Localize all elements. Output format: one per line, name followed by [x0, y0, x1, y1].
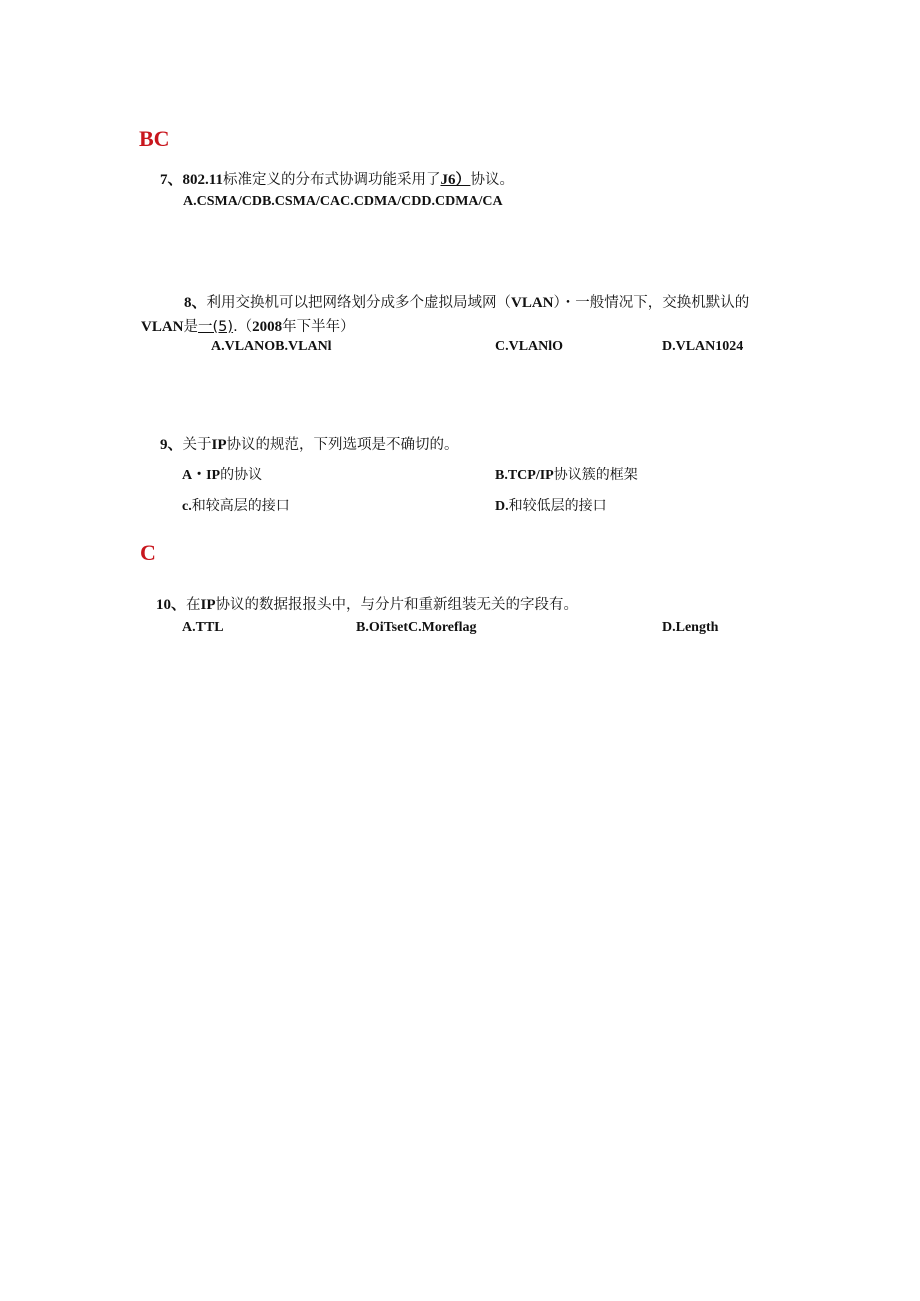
ip-term: IP [211, 437, 227, 453]
question-text: 在 [186, 597, 201, 613]
question-9-option-b [495, 464, 638, 484]
question-text-cont: ）・一般情况下，交换机默认的 [553, 295, 750, 311]
question-text-end: 协议。 [470, 172, 514, 188]
option-text: 协议簇的框架 [553, 467, 638, 483]
question-7-options: A.CSMA/CDB.CSMA/CAC.CDMA/CDD.CDMA/CA [183, 194, 503, 209]
question-text-end: 年下半年） [282, 319, 355, 335]
question-text: 关于 [182, 437, 212, 453]
question-10 [156, 593, 578, 614]
option-text: 和较高层的接口 [191, 498, 290, 514]
answer-label-bc: BC [139, 126, 170, 151]
answer-blank: 一(5) [198, 319, 234, 335]
answer-blank: J6） [440, 172, 471, 188]
question-number: 7、 [160, 172, 183, 188]
question-text: 是 [183, 319, 199, 335]
spec-name: 802.11 [182, 172, 223, 188]
option-prefix: A・IP [182, 468, 221, 483]
question-text: 标准定义的分布式协调功能采用了 [222, 172, 441, 188]
question-9-option-c [182, 495, 290, 515]
question-text: 利用交换机可以把网络划分成多个虚拟局域网（ [206, 295, 512, 311]
question-10-option-d: D.Length [662, 620, 719, 635]
question-10-option-a: A.TTL [182, 620, 224, 635]
vlan-term: VLAN [511, 295, 554, 311]
question-number: 8、 [184, 295, 207, 311]
option-text: 的协议 [220, 467, 263, 483]
question-text: .（ [233, 319, 253, 335]
question-number: 9、 [160, 437, 183, 453]
answer-label-c: C [140, 540, 156, 565]
year: 2008 [252, 319, 283, 335]
question-9-option-d [495, 495, 607, 515]
question-9 [160, 433, 459, 454]
question-8 [184, 291, 749, 312]
question-7 [160, 168, 514, 189]
question-text-end: 协议的数据报报头中，与分片和重新组装无关的字段有。 [215, 597, 579, 613]
option-text: 和较低层的接口 [508, 498, 607, 514]
question-8-line-2 [141, 315, 355, 336]
question-8-option-d: D.VLAN1024 [662, 339, 744, 354]
question-8-options-ab: A.VLANOB.VLANl [211, 339, 332, 354]
option-prefix: c. [182, 499, 192, 514]
question-9-option-a [182, 464, 262, 484]
question-10-options-bc: B.OiTsetC.Moreflag [356, 620, 477, 635]
option-prefix: B.TCP/IP [495, 468, 554, 483]
vlan-term: VLAN [141, 319, 184, 335]
question-text-end: 协议的规范，下列选项是不确切的。 [226, 437, 459, 453]
question-8-option-c: C.VLANlO [495, 339, 564, 354]
question-number: 10、 [156, 597, 187, 613]
ip-term: IP [200, 597, 216, 613]
option-prefix: D. [495, 499, 509, 514]
